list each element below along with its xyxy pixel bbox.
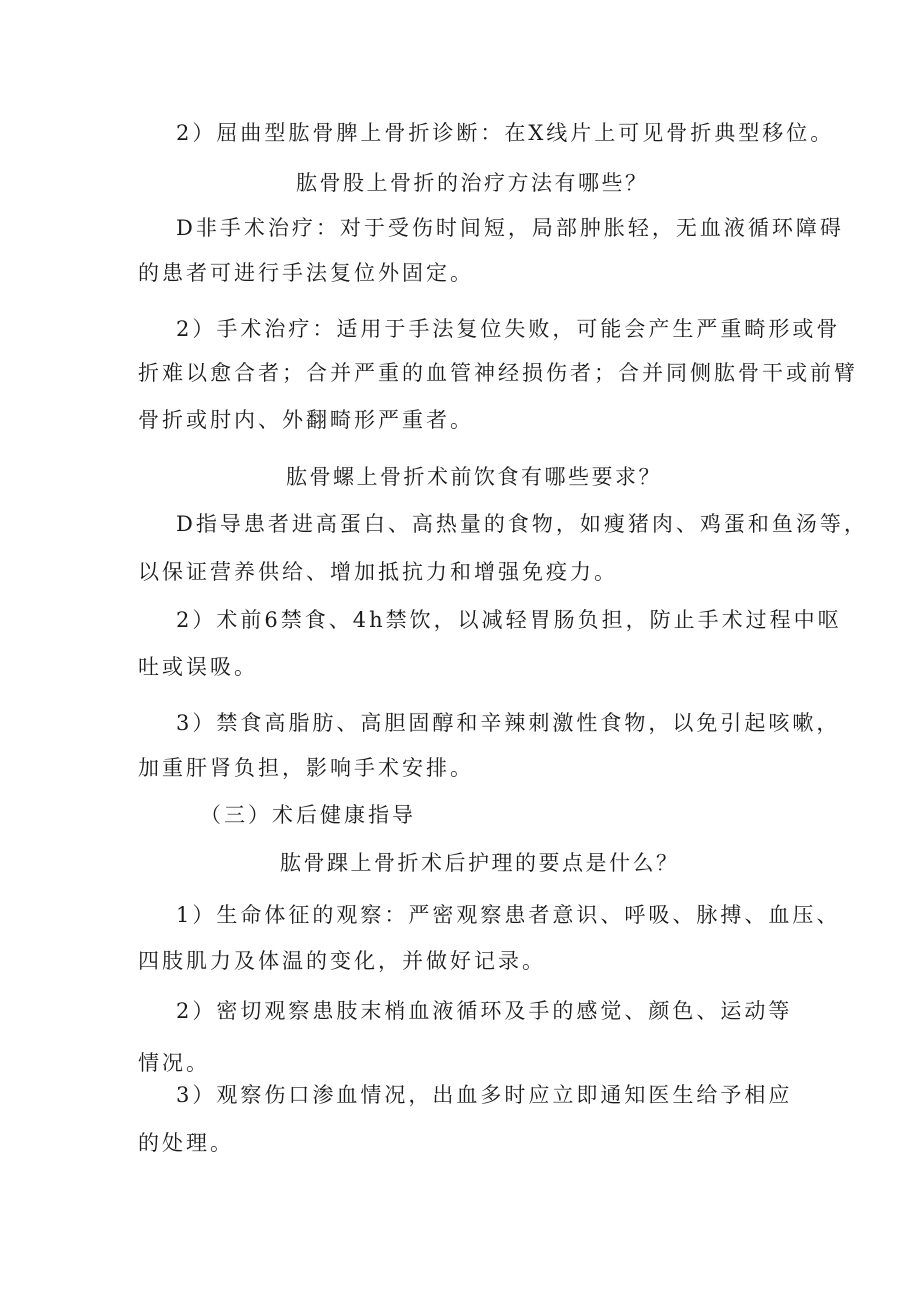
paragraph-line: 3）禁食高脂肪、高胆固醇和辛辣刺激性食物，以免引起咳嗽，	[176, 711, 841, 735]
paragraph-line: 的患者可进行手法复位外固定。	[138, 261, 474, 285]
paragraph-line: D非手术治疗：对于受伤时间短，局部肿胀轻，无血液循环障碍	[176, 216, 844, 240]
paragraph-line: 骨折或肘内、外翻畸形严重者。	[138, 408, 474, 432]
subsection-heading: （三）术后健康指导	[200, 803, 416, 827]
section-question-heading: 肱骨股上骨折的治疗方法有哪些？	[296, 171, 649, 195]
paragraph-line: 加重肝肾负担，影响手术安排。	[138, 756, 474, 780]
paragraph-line: 情况。	[138, 1051, 210, 1075]
paragraph-line: 折难以愈合者；合并严重的血管神经损伤者；合并同侧肱骨干或前臂	[138, 361, 858, 385]
paragraph-line: 2）屈曲型肱骨脾上骨折诊断：在X线片上可见骨折典型移位。	[176, 121, 835, 145]
section-question-heading: 肱骨螺上骨折术前饮食有哪些要求？	[286, 465, 662, 489]
paragraph-line: 以保证营养供给、增加抵抗力和增强免疫力。	[138, 560, 618, 584]
paragraph-line: 3）观察伤口渗血情况，出血多时应立即通知医生给予相应	[176, 1083, 793, 1107]
section-question-heading: 肱骨踝上骨折术后护理的要点是什么？	[280, 851, 680, 875]
paragraph-line: 四肢肌力及体温的变化，并做好记录。	[138, 949, 546, 973]
paragraph-line: 1）生命体征的观察：严密观察患者意识、呼吸、脉搏、血压、	[176, 903, 841, 927]
paragraph-line: D指导患者进高蛋白、高热量的食物，如瘦猪肉、鸡蛋和鱼汤等，	[176, 512, 868, 536]
paragraph-line: 的处理。	[138, 1131, 234, 1155]
paragraph-line: 吐或误吸。	[138, 655, 258, 679]
paragraph-line: 2）密切观察患肢末梢血液循环及手的感觉、颜色、运动等	[176, 999, 793, 1023]
paragraph-line: 2）手术治疗：适用于手法复位失败，可能会产生严重畸形或骨	[176, 317, 841, 341]
paragraph-line: 2）术前6禁食、4h禁饮，以减轻胃肠负担，防止手术过程中呕	[176, 608, 842, 632]
